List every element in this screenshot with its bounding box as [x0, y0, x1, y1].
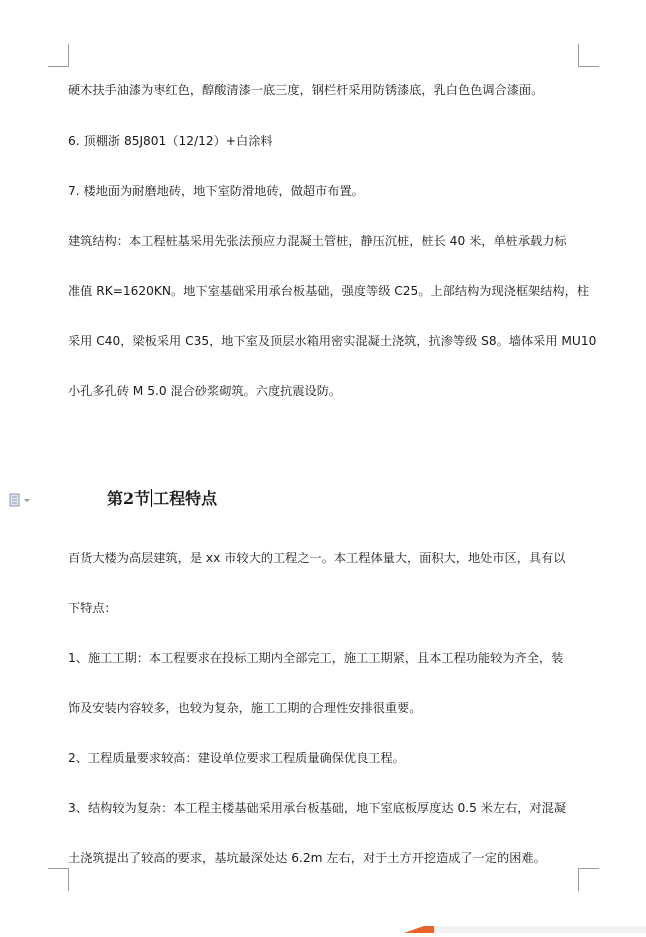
paragraph-line: 下特点： [68, 601, 117, 615]
paragraph-line: 小孔多孔砖 M 5.0 混合砂浆砌筑。六度抗震设防。 [68, 384, 342, 398]
paragraph-line: 建筑结构：本工程桩基采用先张法预应力混凝土管桩，静压沉桩，桩长 40 米，单桩承载力标 [68, 234, 567, 248]
paragraph-line: 3、结构较为复杂：本工程主楼基础采用承台板基础，地下室底板厚度达 0.5 米左右，对混凝 [68, 801, 567, 815]
paragraph-line: 1、施工工期：本工程要求在投标工期内全部完工，施工工期紧，且本工程功能较为齐全，装 [68, 651, 564, 665]
corner-mark-top-right [578, 44, 599, 67]
corner-mark-bottom-right [578, 868, 599, 891]
text-caret [151, 489, 152, 507]
paragraph-line: 饰及安装内容较多，也较为复杂，施工工期的合理性安排很重要。 [68, 701, 422, 715]
heading-title: 工程特点 [153, 489, 218, 508]
paragraph-line: 7. 楼地面为耐磨地砖，地下室防滑地砖，做超市布置。 [68, 184, 364, 198]
corner-mark-top-left [48, 44, 69, 67]
paragraph-line: 准值 RK=1620KN。地下室基础采用承台板基础，强度等级 C25。上部结构为现浇框架结构，柱 [68, 284, 589, 298]
paragraph-line: 2、工程质量要求较高：建设单位要求工程质量确保优良工程。 [68, 751, 405, 765]
paragraph-line: 土浇筑提出了较高的要求，基坑最深处达 6.2m 左右，对于土方开挖造成了一定的困难。 [68, 851, 546, 865]
corner-mark-bottom-left [48, 868, 69, 891]
bottom-toolbar-edge [404, 918, 646, 928]
paragraph-line: 6. 顶棚浙 85J801（12/12）+白涂料 [68, 134, 273, 148]
paragraph-line: 采用 C40，梁板采用 C35，地下室及顶层水箱用密实混凝土浇筑，抗渗等级 S8。墙体采用 MU10 [68, 334, 597, 348]
section-heading [107, 488, 217, 510]
heading-number: 第2节 [107, 489, 151, 508]
paragraph-line: 硬木扶手油漆为枣红色，醇酸清漆一底三度，钢栏杆采用防锈漆底，乳白色色调合漆面。 [68, 83, 544, 97]
document-list-icon[interactable] [9, 492, 35, 506]
paragraph-line: 百货大楼为高层建筑，是 xx 市较大的工程之一。本工程体量大，面积大，地处市区，具有以 [68, 551, 566, 565]
